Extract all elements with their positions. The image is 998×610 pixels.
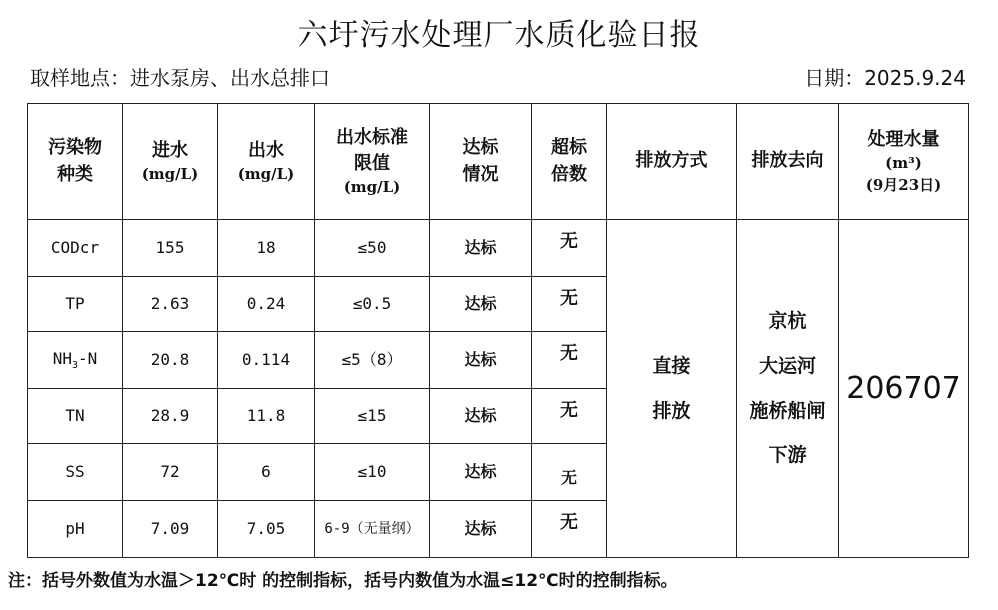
header-outflow-unit: (mg/L) [237, 164, 295, 183]
header-volume-unit: (m³) [885, 153, 922, 172]
limit-value: ≤5（8） [315, 332, 430, 389]
header-volume-line1: 处理水量 [867, 128, 940, 150]
table-row [28, 220, 969, 277]
header-pollutant [28, 104, 123, 220]
header-outflow [218, 104, 315, 220]
limit-value: ≤15 [315, 389, 430, 444]
discharge-method-line1: 直接 [652, 354, 691, 377]
outflow-value: 11.8 [218, 389, 315, 444]
pollutant-name: SS [28, 444, 123, 501]
header-row [28, 104, 969, 220]
status-value: 达标 [430, 277, 532, 332]
exceed-value: 无 [532, 277, 607, 332]
pollutant-name: pH [28, 501, 123, 558]
header-limit-line2: 限值 [354, 152, 390, 174]
header-limit-line1: 出水标准 [336, 126, 408, 148]
header-method: 排放方式 [607, 104, 737, 220]
header-exceed-line1: 超标 [551, 137, 587, 159]
header-volume-date: (9月23日) [865, 175, 942, 194]
exceed-value: 无 [532, 389, 607, 444]
header-pollutant-line2: 种类 [57, 163, 93, 185]
destination-line4: 下游 [768, 444, 807, 467]
discharge-destination [737, 220, 839, 558]
outflow-value: 7.05 [218, 501, 315, 558]
inflow-value: 2.63 [123, 277, 218, 332]
header-volume [839, 104, 969, 220]
inflow-value: 72 [123, 444, 218, 501]
limit-value: ≤10 [315, 444, 430, 501]
inflow-value: 28.9 [123, 389, 218, 444]
nh3-subscript: 3 [71, 360, 79, 372]
header-exceed [532, 104, 607, 220]
limit-value: 6-9（无量纲） [315, 501, 430, 558]
pollutant-name [28, 332, 123, 389]
nh3-main: NH [52, 348, 72, 368]
header-status-line2: 情况 [462, 163, 499, 185]
header-pollutant-line1: 污染物 [48, 137, 102, 159]
inflow-value: 155 [123, 220, 218, 277]
header-status [430, 104, 532, 220]
header-outflow-line1: 出水 [248, 139, 284, 161]
treated-volume: 206707 [839, 220, 969, 558]
exceed-value: 无 [532, 220, 607, 277]
destination-line3: 施桥船闸 [749, 399, 826, 422]
header-limit [315, 104, 430, 220]
status-value: 达标 [430, 444, 532, 501]
header-limit-unit: (mg/L) [343, 177, 401, 196]
outflow-value: 18 [218, 220, 315, 277]
page-title: 六圩污水处理厂水质化验日报 [297, 18, 701, 53]
water-quality-table [27, 103, 969, 558]
status-value: 达标 [430, 220, 532, 277]
header-status-line1: 达标 [462, 137, 499, 159]
exceed-value: 无 [532, 501, 607, 558]
limit-value: ≤50 [315, 220, 430, 277]
header-inflow-line1: 进水 [152, 139, 188, 161]
discharge-method [607, 220, 737, 558]
nh3-tail: -N [78, 348, 98, 368]
pollutant-name: TN [28, 389, 123, 444]
pollutant-name: TP [28, 277, 123, 332]
limit-value: ≤0.5 [315, 277, 430, 332]
header-inflow-unit: (mg/L) [141, 164, 199, 183]
pollutant-name: CODcr [28, 220, 123, 277]
sampling-location: 取样地点：进水泵房、出水总排口 [30, 66, 330, 90]
discharge-method-line2: 排放 [652, 399, 691, 422]
outflow-value: 0.24 [218, 277, 315, 332]
inflow-value: 7.09 [123, 501, 218, 558]
header-inflow [123, 104, 218, 220]
header-exceed-line2: 倍数 [551, 163, 587, 185]
header-destination: 排放去向 [737, 104, 839, 220]
outflow-value: 0.114 [218, 332, 315, 389]
status-value: 达标 [430, 501, 532, 558]
status-value: 达标 [430, 389, 532, 444]
report-date: 日期：2025.9.24 [804, 66, 966, 90]
status-value: 达标 [430, 332, 532, 389]
exceed-value: 无 [532, 444, 607, 501]
destination-line2: 大运河 [758, 354, 816, 377]
exceed-value: 无 [532, 332, 607, 389]
inflow-value: 20.8 [123, 332, 218, 389]
outflow-value: 6 [218, 444, 315, 501]
destination-line1: 京杭 [768, 310, 807, 333]
footnote: 注：括号外数值为水温＞12℃时 的控制指标，括号内数值为水温≤12℃时的控制指标。 [8, 571, 678, 591]
